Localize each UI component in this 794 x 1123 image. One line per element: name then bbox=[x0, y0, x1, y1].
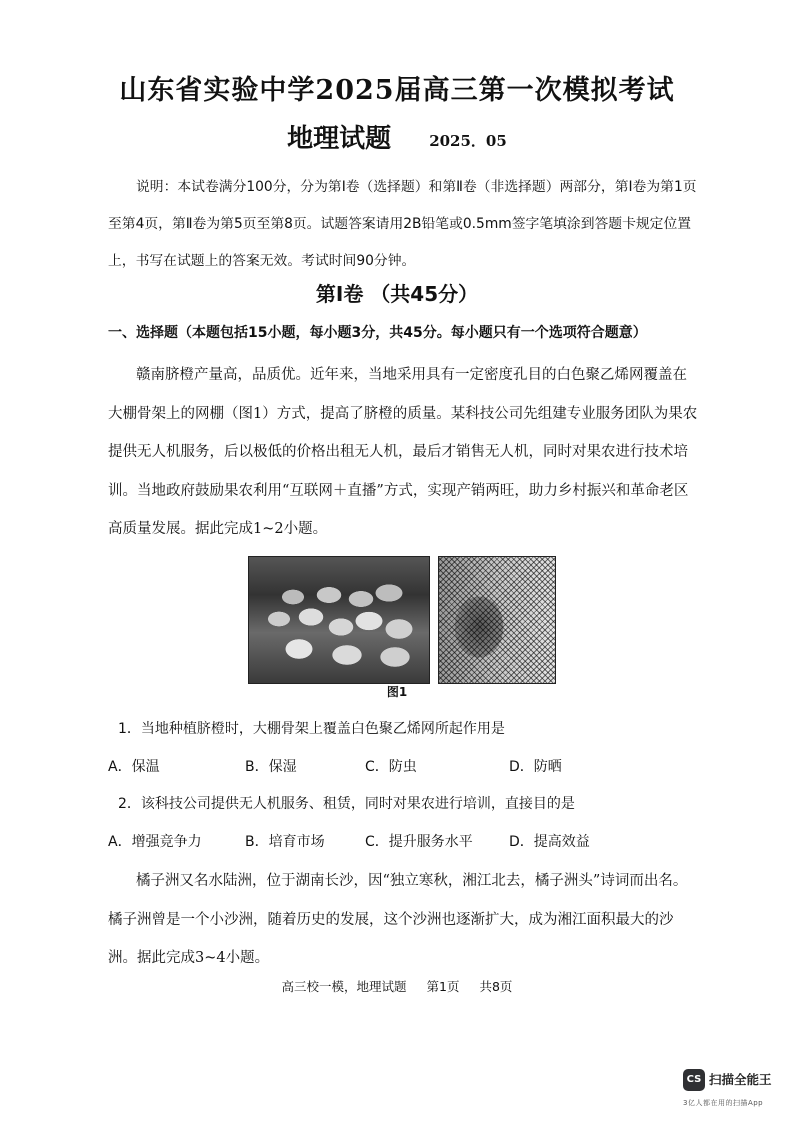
footer-page-number: 第1页 bbox=[426, 979, 460, 994]
question-1-options bbox=[108, 756, 708, 780]
page-footer bbox=[0, 977, 794, 995]
question-2-option-b: B．培育市场 bbox=[245, 834, 325, 850]
question-2-options bbox=[108, 831, 708, 855]
footer-total-pages: 共8页 bbox=[479, 979, 513, 994]
orchard-net-photo bbox=[248, 556, 430, 684]
scanner-app-name: 扫描全能王 bbox=[709, 1072, 772, 1087]
question-2-option-a: A．增强竞争力 bbox=[108, 834, 202, 850]
question-2-option-d: D．提高效益 bbox=[509, 834, 590, 850]
net-closeup-photo bbox=[438, 556, 556, 684]
question-2-option-c: C．提升服务水平 bbox=[365, 834, 473, 850]
camscanner-logo-icon: CS bbox=[683, 1069, 705, 1091]
figure-caption: 图1 bbox=[386, 685, 408, 699]
subject-title-row bbox=[0, 118, 794, 155]
exam-date: 2025．05 bbox=[429, 131, 507, 150]
scanner-tagline: 3亿人都在用的扫描App bbox=[683, 1099, 764, 1107]
question-2-stem: 2．该科技公司提供无人机服务、租赁，同时对果农进行培训，直接目的是 bbox=[118, 796, 575, 812]
question-1-option-a: A．保温 bbox=[108, 759, 160, 775]
question-1-option-b: B．保湿 bbox=[245, 759, 297, 775]
figure-1 bbox=[248, 556, 554, 682]
subject-title: 地理试题 bbox=[287, 124, 392, 154]
question-1-option-d: D．防晒 bbox=[509, 759, 562, 775]
section-description: 一、选择题（本题包括15小题，每小题3分，共45分。每小题只有一个选项符合题意） bbox=[108, 325, 647, 341]
instructions: 说明：本试卷满分100分，分为第Ⅰ卷（选择题）和第Ⅱ卷（非选择题）两部分，第Ⅰ卷为第1页至第4页，第Ⅱ卷为第5页至第8页。试题答案请用2B铅笔或0.5mm签字笔填涂到答题卡规定位置上，书写在试题上的答案无效。考试时间90分钟。 bbox=[108, 179, 697, 269]
passage-juzizhou: 橘子洲又名水陆洲，位于湖南长沙，因“独立寒秋，湘江北去，橘子洲头”诗词而出名。橘子洲曾是一个小沙洲，随着历史的发展，这个沙洲也逐渐扩大，成为湘江面积最大的沙洲。据此完成3~4小题。 bbox=[108, 873, 688, 966]
section-title: 第Ⅰ卷 （共45分） bbox=[315, 282, 479, 306]
passage-navel-orange: 赣南脐橙产量高，品质优。近年来，当地采用具有一定密度孔目的白色聚乙烯网覆盖在大棚骨架上的网棚（图1）方式，提高了脐橙的质量。某科技公司先组建专业服务团队为果农提供无人机服务，后以极低的价格出租无人机，最后才销售无人机，同时对果农进行技术培训。当地政府鼓励果农利用“互联网＋直播”方式，实现产销两旺，助力乡村振兴和革命老区高质量发展。据此完成1~2小题。 bbox=[108, 367, 698, 537]
footer-exam-name: 高三校一模，地理试题 bbox=[281, 979, 407, 994]
exam-title: 山东省实验中学2025届高三第一次模拟考试 bbox=[119, 75, 675, 106]
question-1-option-c: C．防虫 bbox=[365, 759, 417, 775]
question-1-stem: 1．当地种植脐橙时，大棚骨架上覆盖白色聚乙烯网所起作用是 bbox=[118, 721, 505, 737]
